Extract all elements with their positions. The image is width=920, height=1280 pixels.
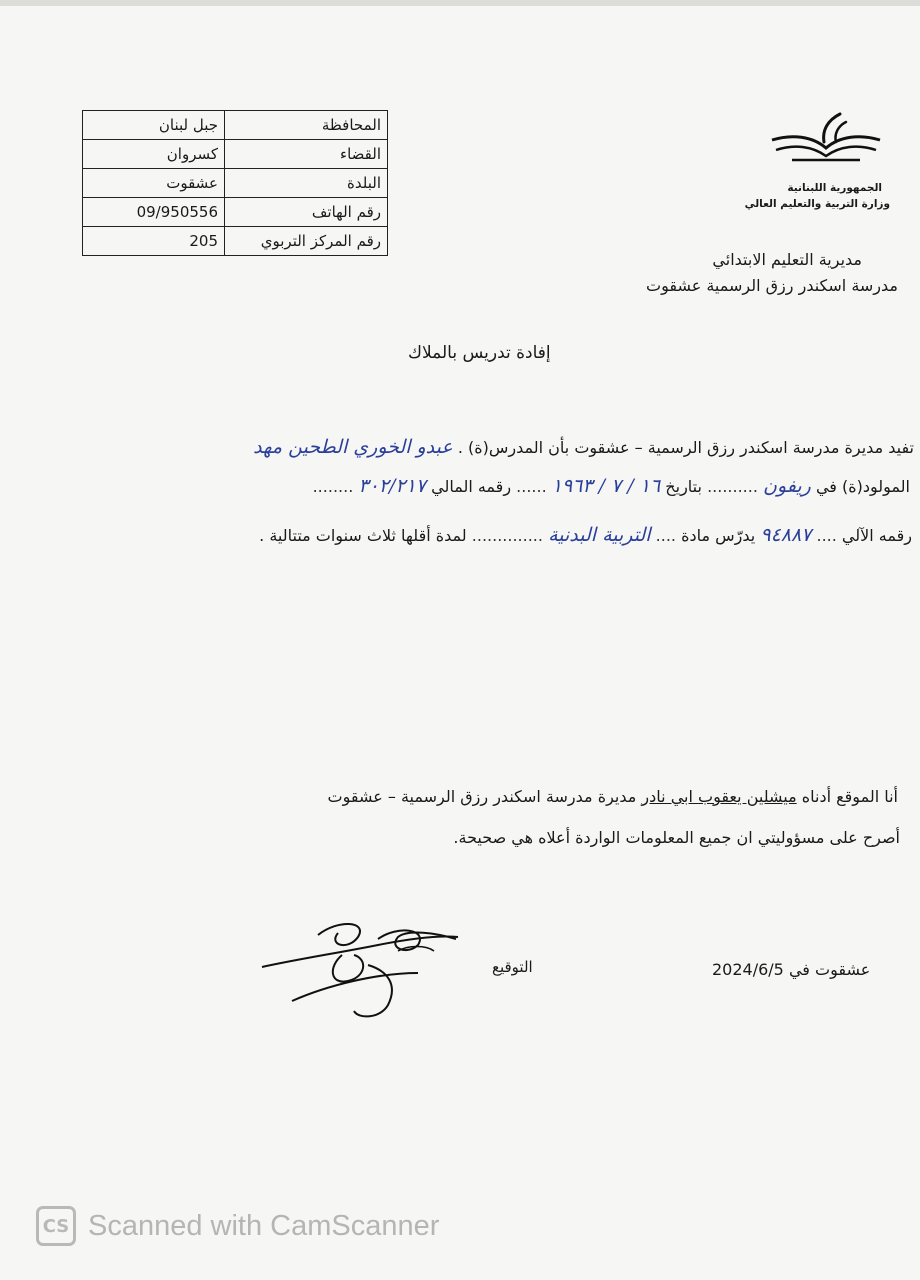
- dotted-fill: ..........: [707, 477, 758, 496]
- dotted-fill: ........: [312, 477, 354, 496]
- info-label: المحافظة: [225, 111, 388, 140]
- document-title: إفادة تدريس بالملاك: [408, 343, 551, 363]
- table-row: [83, 198, 388, 227]
- body-text: لمدة أقلها ثلاث سنوات متتالية .: [259, 526, 467, 545]
- camscanner-watermark: [36, 1206, 439, 1246]
- school-name: مدرسة اسكندر رزق الرسمية عشقوت: [646, 276, 898, 295]
- dotted-fill: ....: [816, 526, 837, 545]
- info-label: القضاء: [225, 140, 388, 169]
- body-text: تفيد مديرة مدرسة اسكندر رزق الرسمية – عشقوت بأن المدرس(ة) .: [457, 438, 914, 457]
- department-name: مديرية التعليم الابتدائي: [712, 250, 862, 269]
- statement-line-1: [328, 787, 898, 806]
- body-line-2: [313, 475, 910, 497]
- body-line-1: [253, 436, 914, 458]
- signature-label: التوقيع: [492, 958, 533, 976]
- info-label: البلدة: [225, 169, 388, 198]
- info-label: رقم الهاتف: [225, 198, 388, 227]
- body-text: رقمه المالي: [431, 477, 512, 496]
- body-text: المولود(ة) في: [815, 477, 910, 496]
- body-text: يدرّس مادة: [681, 526, 756, 545]
- camscanner-logo-icon: CS: [36, 1206, 76, 1246]
- camscanner-text: Scanned with CamScanner: [88, 1209, 440, 1242]
- statement-line-2: أصرح على مسؤوليتي ان جميع المعلومات الواردة أعلاه هي صحيحة.: [453, 828, 900, 847]
- body-line-3: [259, 524, 912, 546]
- table-row: [83, 140, 388, 169]
- handwritten-financial-number: ٣٠٢/٢١٧: [358, 475, 427, 497]
- info-value: جبل لبنان: [83, 111, 225, 140]
- info-value: عشقوت: [83, 169, 225, 198]
- handwritten-subject: التربية البدنية: [548, 524, 651, 546]
- handwritten-birthplace: ريفون: [763, 475, 811, 497]
- info-value: كسروان: [83, 140, 225, 169]
- document-date: عشقوت في 2024/6/5: [712, 960, 871, 979]
- signer-name: ميشلين يعقوب ابي نادر: [641, 787, 797, 806]
- logo-ministry-text: وزارة التربية والتعليم العالي: [744, 198, 890, 210]
- table-row: [83, 111, 388, 140]
- table-row: [83, 169, 388, 198]
- handwritten-signature: [258, 915, 468, 1029]
- handwritten-teacher-name: عبدو الخوري الطحين مهد: [253, 436, 453, 458]
- ministry-logo: [744, 110, 890, 210]
- body-text: مديرة مدرسة اسكندر رزق الرسمية – عشقوت: [327, 787, 637, 806]
- dotted-fill: ....: [655, 526, 677, 545]
- info-label: رقم المركز التربوي: [225, 227, 388, 256]
- table-row: [83, 227, 388, 256]
- info-value: 205: [83, 227, 225, 256]
- handwritten-auto-number: ٩٤٨٨٧: [760, 524, 812, 546]
- logo-country-text: الجمهورية اللبنانية: [787, 182, 882, 194]
- scan-edge: [0, 0, 920, 6]
- body-text: رقمه الآلي: [841, 526, 912, 545]
- handwritten-birth-date: ١٦ / ٧ / ١٩٦٣: [551, 475, 661, 497]
- body-text: أنا الموقع أدناه: [801, 787, 898, 806]
- info-value: 09/950556: [83, 198, 225, 227]
- dotted-fill: ......: [516, 477, 547, 496]
- dotted-fill: ..............: [471, 526, 543, 545]
- school-info-table: [82, 110, 388, 256]
- body-text: بتاريخ: [665, 477, 702, 496]
- book-flame-icon: [762, 110, 890, 180]
